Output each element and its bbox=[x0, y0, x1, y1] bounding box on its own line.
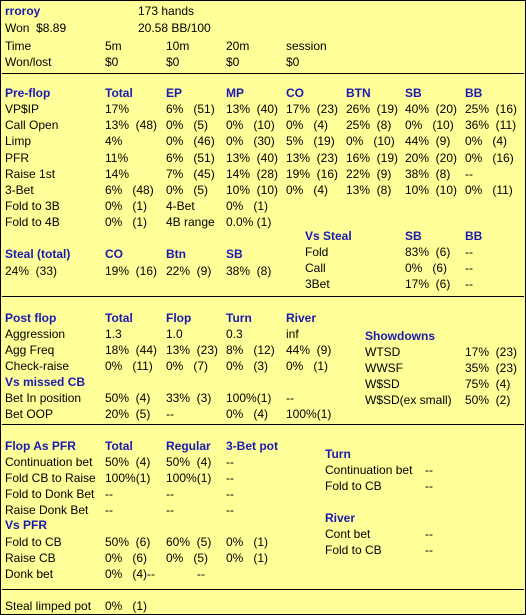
stat-value: -- bbox=[425, 527, 433, 541]
stat-value: 13% (8) bbox=[346, 183, 392, 197]
divider bbox=[2, 296, 524, 297]
stat-value: 22% (9) bbox=[346, 167, 392, 181]
stat-value: -- bbox=[425, 543, 433, 557]
stat-label: Fold bbox=[305, 245, 329, 259]
stat-value: 0% (3) bbox=[226, 359, 269, 373]
stat-value: -- bbox=[226, 487, 234, 501]
stat-value: 0% (1) bbox=[226, 199, 269, 213]
stat-value: 100%(1) bbox=[166, 471, 212, 485]
stat-value: 6% (51) bbox=[166, 102, 215, 116]
stat-value: 0% (16) bbox=[465, 151, 514, 165]
won-lost-5m: $0 bbox=[105, 55, 119, 69]
stat-value: 1.3 bbox=[105, 327, 122, 341]
stat-value: 0% (1) bbox=[105, 599, 148, 613]
stat-label: Limp bbox=[5, 134, 32, 148]
stat-label: WWSF bbox=[365, 361, 403, 375]
stat-value: -- bbox=[226, 471, 234, 485]
stat-value: -- bbox=[226, 455, 234, 469]
turn-title: Turn bbox=[325, 447, 351, 461]
stat-value: 8% (12) bbox=[226, 343, 275, 357]
stat-value: -- bbox=[226, 503, 234, 517]
stat-value: 0% (7) bbox=[166, 359, 209, 373]
stat-label: Raise 1st bbox=[5, 167, 56, 181]
stat-label: Fold to 3B bbox=[5, 199, 60, 213]
steal-header-btn: Btn bbox=[166, 247, 186, 261]
stat-value: 38% (8) bbox=[226, 264, 272, 278]
stat-label: Continuation bet bbox=[325, 463, 413, 477]
stat-value: 6% (51) bbox=[166, 151, 215, 165]
stat-label: Fold CB to Raise bbox=[5, 471, 96, 485]
stat-value: 0% (1) bbox=[105, 199, 148, 213]
stat-label: 4B range bbox=[166, 215, 215, 229]
stat-label: W$SD bbox=[365, 377, 400, 391]
stat-label: Fold to CB bbox=[5, 535, 62, 549]
steal-header-co: CO bbox=[105, 247, 123, 261]
stat-label: Continuation bet bbox=[5, 455, 93, 469]
stat-value: 0% (5) bbox=[166, 118, 209, 132]
stat-value: 17% (23) bbox=[465, 345, 518, 359]
stat-value: 0% (4) bbox=[226, 407, 269, 421]
stat-value: 25% (16) bbox=[465, 102, 518, 116]
stat-label: 3Bet bbox=[305, 277, 330, 291]
stat-label: VP$IP bbox=[5, 102, 40, 116]
stat-value: -- bbox=[465, 277, 473, 291]
vs-steal-header-sb: SB bbox=[405, 229, 422, 243]
won-lost-label: Won/lost bbox=[5, 55, 52, 69]
stat-value: -- bbox=[197, 567, 205, 581]
stat-label: Fold to 4B bbox=[5, 215, 60, 229]
period-20m: 20m bbox=[226, 39, 250, 53]
stat-label: Fold to CB bbox=[325, 543, 382, 557]
stat-value: 17% bbox=[105, 102, 130, 116]
flop-pfr-header-regular: Regular bbox=[166, 439, 211, 453]
preflop-header-mp: MP bbox=[226, 86, 244, 100]
stat-value: 13% (40) bbox=[226, 151, 279, 165]
stat-label: Bet In position bbox=[5, 391, 82, 405]
stat-value: 0% (11) bbox=[105, 359, 153, 373]
stat-label: Check-raise bbox=[5, 359, 70, 373]
preflop-header-total: Total bbox=[105, 86, 133, 100]
stat-label: Fold to Donk Bet bbox=[5, 487, 95, 501]
flop-pfr-title: Flop As PFR bbox=[5, 439, 76, 453]
stat-value: 0.0% (1) bbox=[226, 215, 272, 229]
stat-value: -- bbox=[425, 463, 433, 477]
won-lost-10m: $0 bbox=[166, 55, 180, 69]
won-lost-session: $0 bbox=[286, 55, 300, 69]
stat-value: 1.0 bbox=[166, 327, 183, 341]
bb-per-100: 20.58 BB/100 bbox=[138, 21, 211, 35]
won-amount: Won $8.89 bbox=[5, 21, 67, 35]
preflop-header-bb: BB bbox=[465, 86, 483, 100]
stat-label: Fold to CB bbox=[325, 479, 382, 493]
stat-value: 50% (6) bbox=[105, 535, 151, 549]
stat-value: 0% (11) bbox=[465, 183, 513, 197]
stat-value: 0% (10) bbox=[226, 118, 275, 132]
steal-title: Steal (total) bbox=[5, 247, 71, 261]
stat-value: 18% (44) bbox=[105, 343, 158, 357]
stat-value: -- bbox=[425, 479, 433, 493]
stat-value: -- bbox=[465, 167, 473, 181]
stat-value: 17% (23) bbox=[286, 102, 339, 116]
stat-label: 3-Bet bbox=[5, 183, 34, 197]
vs-missed-cb-title: Vs missed CB bbox=[5, 375, 86, 389]
stat-value: 33% (3) bbox=[166, 391, 212, 405]
vs-pfr-title: Vs PFR bbox=[5, 518, 48, 532]
stat-value: 0% (5) bbox=[166, 183, 209, 197]
stat-value: 50% (4) bbox=[105, 455, 151, 469]
stat-value: 0% (4) bbox=[286, 183, 329, 197]
stat-value: 24% (33) bbox=[5, 264, 58, 278]
postflop-header-turn: Turn bbox=[226, 311, 252, 325]
stat-value: 0% (1) bbox=[226, 535, 269, 549]
stat-value: 14% (28) bbox=[226, 167, 279, 181]
stat-value: 0% (5) bbox=[166, 551, 209, 565]
stat-label: Aggression bbox=[5, 327, 66, 341]
vs-steal-title: Vs Steal bbox=[305, 229, 352, 243]
preflop-header-btn: BTN bbox=[346, 86, 371, 100]
stat-value: 13% (23) bbox=[286, 151, 339, 165]
stat-value: -- bbox=[166, 503, 174, 517]
flop-pfr-header-3bet: 3-Bet pot bbox=[226, 439, 278, 453]
flop-pfr-header-total: Total bbox=[105, 439, 133, 453]
stat-value: 20% (5) bbox=[105, 407, 151, 421]
stat-value: 50% (4) bbox=[105, 391, 151, 405]
stat-label: Cont bet bbox=[325, 527, 371, 541]
player-name: rroroy bbox=[5, 4, 41, 18]
stat-value: -- bbox=[105, 503, 113, 517]
postflop-header-total: Total bbox=[105, 311, 133, 325]
stat-value: 26% (19) bbox=[346, 102, 399, 116]
divider bbox=[2, 73, 524, 74]
stat-value: 0% (1) bbox=[105, 215, 148, 229]
preflop-header-co: CO bbox=[286, 86, 304, 100]
stat-value: 20% (20) bbox=[405, 151, 458, 165]
stat-value: -- bbox=[465, 245, 473, 259]
stat-value: 0% (4) bbox=[286, 118, 329, 132]
stat-value: inf bbox=[286, 327, 299, 341]
stat-value: 19% (16) bbox=[105, 264, 158, 278]
stat-value: 0% (10) bbox=[346, 134, 395, 148]
stat-value: 13% (23) bbox=[166, 343, 219, 357]
stat-value: 100%(1) bbox=[226, 391, 272, 405]
stat-value: 17% (6) bbox=[405, 277, 451, 291]
stat-value: -- bbox=[286, 391, 294, 405]
stat-value: 13% (48) bbox=[105, 118, 158, 132]
stat-value: 25% (8) bbox=[346, 118, 392, 132]
stat-label: Raise Donk Bet bbox=[5, 503, 89, 517]
stat-value: 19% (16) bbox=[286, 167, 339, 181]
stat-value: 10% (10) bbox=[405, 183, 458, 197]
preflop-header-ep: EP bbox=[166, 86, 183, 100]
stat-value: -- bbox=[166, 407, 174, 421]
stat-label: Call Open bbox=[5, 118, 59, 132]
stat-label: PFR bbox=[5, 151, 29, 165]
stat-label: Agg Freq bbox=[5, 343, 55, 357]
stat-value: 44% (9) bbox=[405, 134, 451, 148]
stat-value: -- bbox=[465, 261, 473, 275]
stat-label: Steal limped pot bbox=[5, 599, 92, 613]
won-lost-20m: $0 bbox=[226, 55, 240, 69]
stat-value: -- bbox=[166, 487, 174, 501]
preflop-header-sb: SB bbox=[405, 86, 422, 100]
stat-value: 22% (9) bbox=[166, 264, 212, 278]
stat-value: 7% (45) bbox=[166, 167, 215, 181]
divider bbox=[2, 589, 524, 590]
stat-value: 13% (40) bbox=[226, 102, 279, 116]
stat-value: 100%(1) bbox=[286, 407, 332, 421]
stat-value: 83% (6) bbox=[405, 245, 451, 259]
stat-label: Bet OOP bbox=[5, 407, 54, 421]
steal-header-sb: SB bbox=[226, 247, 243, 261]
stat-value: 11% bbox=[105, 151, 129, 165]
period-10m: 10m bbox=[166, 39, 190, 53]
stat-value: 0% (6) bbox=[105, 551, 148, 565]
stat-value: 50% (4) bbox=[166, 455, 212, 469]
postflop-header-river: River bbox=[286, 311, 317, 325]
divider bbox=[2, 424, 524, 425]
stat-value: 0% (46) bbox=[166, 134, 215, 148]
stat-label: 4-Bet bbox=[166, 199, 195, 213]
stat-label: WTSD bbox=[365, 345, 401, 359]
postflop-title: Post flop bbox=[5, 311, 57, 325]
stat-label: W$SD(ex small) bbox=[365, 393, 452, 407]
stat-value: 6% (48) bbox=[105, 183, 154, 197]
time-label: Time bbox=[5, 39, 32, 53]
stat-value: 0% (4)-- bbox=[105, 567, 156, 581]
stat-value: 0.3 bbox=[226, 327, 243, 341]
stat-label: Call bbox=[305, 261, 326, 275]
period-session: session bbox=[286, 39, 327, 53]
stat-value: 75% (4) bbox=[465, 377, 511, 391]
showdowns-title: Showdowns bbox=[365, 329, 435, 343]
hands-count: 173 hands bbox=[138, 4, 195, 18]
stat-value: 10% (10) bbox=[226, 183, 279, 197]
stat-value: 36% (11) bbox=[465, 118, 517, 132]
stat-value: 16% (19) bbox=[346, 151, 399, 165]
stat-value: 0% (6) bbox=[405, 261, 448, 275]
preflop-title: Pre-flop bbox=[5, 86, 51, 100]
period-5m: 5m bbox=[105, 39, 122, 53]
stat-value: 0% (1) bbox=[226, 551, 269, 565]
stat-value: 50% (2) bbox=[465, 393, 511, 407]
stat-value: 0% (30) bbox=[226, 134, 275, 148]
stat-value: 40% (20) bbox=[405, 102, 458, 116]
stat-value: 100%(1) bbox=[105, 471, 151, 485]
stat-value: 4% bbox=[105, 134, 123, 148]
stat-value: -- bbox=[105, 487, 113, 501]
stat-value: 60% (5) bbox=[166, 535, 212, 549]
stat-value: 35% (23) bbox=[465, 361, 518, 375]
stat-value: 0% (10) bbox=[405, 118, 454, 132]
postflop-header-flop: Flop bbox=[166, 311, 192, 325]
river-title: River bbox=[325, 511, 356, 525]
stat-value: 0% (4) bbox=[465, 134, 508, 148]
stat-label: Raise CB bbox=[5, 551, 56, 565]
vs-steal-header-bb: BB bbox=[465, 229, 483, 243]
stat-value: 14% bbox=[105, 167, 130, 181]
stat-value: 5% (19) bbox=[286, 134, 335, 148]
stat-value: 38% (8) bbox=[405, 167, 451, 181]
stat-value: 44% (9) bbox=[286, 343, 332, 357]
stat-label: Donk bet bbox=[5, 567, 54, 581]
stat-value: 0% (1) bbox=[286, 359, 329, 373]
